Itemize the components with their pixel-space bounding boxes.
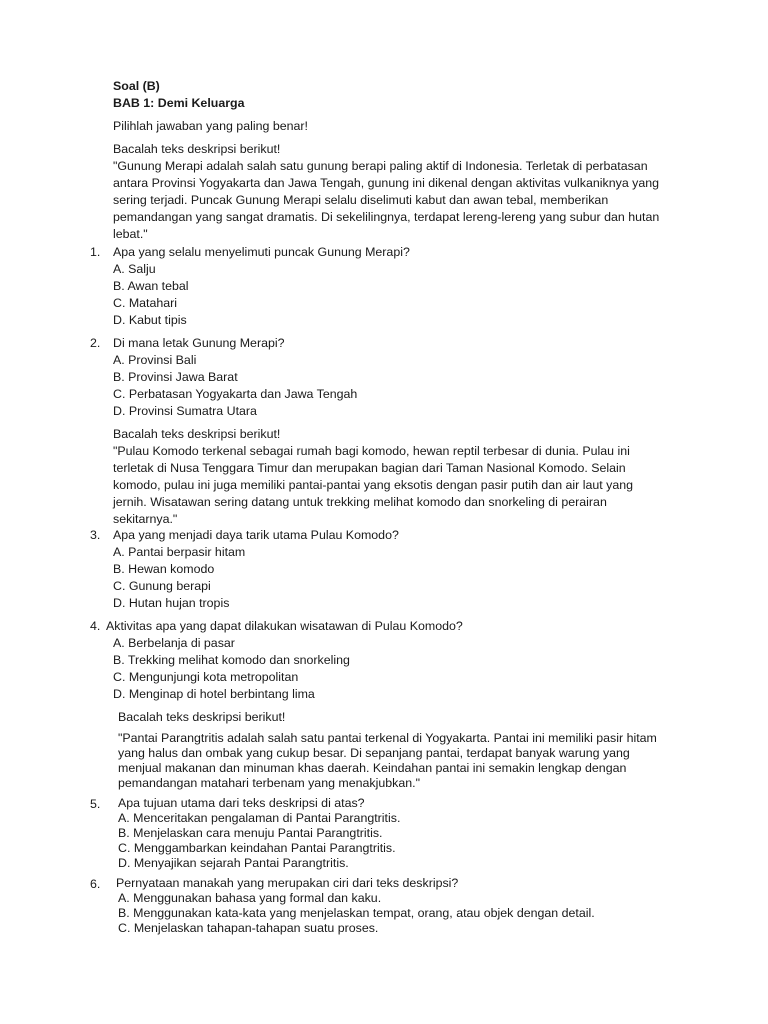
answer-option: A. Salju [113,262,156,276]
chapter-title: BAB 1: Demi Keluarga [113,96,245,110]
text3-intro: Bacalah teks deskripsi berikut! [118,710,286,724]
question-5 [118,796,400,871]
text2-line: sekitarnya." [113,512,178,526]
question-number: 4. [90,619,101,633]
question-number: 6. [90,877,101,891]
answer-option: B. Trekking melihat komodo dan snorkeling [113,653,350,667]
text3-line: menjual makanan dan minuman khas daerah. Keindahan pantai ini semakin lengkap dengan [118,761,627,775]
answer-option: A. Menceritakan pengalaman di Pantai Parangtritis. [118,811,401,825]
answer-option: B. Hewan komodo [113,562,215,576]
answer-option: A. Menggunakan bahasa yang formal dan kaku. [118,891,382,905]
answer-option: D. Menyajikan sejarah Pantai Parangtritis. [118,856,349,870]
answer-option: C. Menjelaskan tahapan-tahapan suatu proses. [118,921,379,935]
answer-option: C. Matahari [113,296,178,310]
text1-intro: Bacalah teks deskripsi berikut! [113,142,281,156]
header [113,78,659,243]
answer-option: A. Pantai berpasir hitam [113,545,246,559]
answer-option: B. Menjelaskan cara menuju Pantai Parangtritis. [118,826,383,840]
text3 [118,731,657,791]
text3-line: pemandangan matahari terbenam yang menakjubkan." [118,776,420,790]
instruction: Pilihlah jawaban yang paling benar! [113,119,308,133]
question-text: Apa yang selalu menyelimuti puncak Gunung Merapi? [113,245,410,259]
answer-option: B. Awan tebal [113,279,189,293]
question-number: 1. [90,245,101,259]
answer-option: D. Menginap di hotel berbintang lima [113,687,315,701]
answer-option: B. Menggunakan kata-kata yang menjelaskan tempat, orang, atau objek dengan detail. [118,906,595,920]
question-text: Aktivitas apa yang dapat dilakukan wisatawan di Pulau Komodo? [106,619,463,633]
text3-intro-block [118,709,285,726]
answer-option: D. Provinsi Sumatra Utara [113,404,257,418]
text2-line: terletak di Nusa Tenggara Timur dan merupakan bagian dari Taman Nasional Komodo. Selain [113,461,626,475]
text2-intro: Bacalah teks deskripsi berikut! [113,427,281,441]
question-number: 5. [90,797,101,811]
question-6-stem [116,876,458,891]
question-number: 3. [90,528,101,542]
question-6-options [118,891,595,936]
question-2 [113,335,357,420]
text2-line: "Pulau Komodo terkenal sebagai rumah bagi komodo, hewan reptil terbesar di dunia. Pulau ini [113,444,630,458]
text2 [113,426,633,528]
answer-option: C. Mengunjungi kota metropolitan [113,670,299,684]
answer-option: D. Hutan hujan tropis [113,596,230,610]
question-1 [113,244,410,329]
answer-option: A. Berbelanja di pasar [113,636,235,650]
question-4-options [113,635,350,703]
text3-line: yang halus dan ombak yang cukup besar. Di sepanjang pantai, terdapat banyak warung yang [118,746,630,760]
question-4-stem [106,618,463,635]
answer-option: A. Provinsi Bali [113,353,197,367]
text1-line: sering terjadi. Puncak Gunung Merapi selalu diselimuti kabut dan awan tebal, memberikan [113,193,609,207]
text3-line: "Pantai Parangtritis adalah salah satu pantai terkenal di Yogyakarta. Pantai ini memiliki pasir hitam [118,731,657,745]
answer-option: D. Kabut tipis [113,313,187,327]
answer-option: C. Gunung berapi [113,579,211,593]
text1-line: lebat." [113,227,148,241]
text1-line: pemandangan yang sangat dramatis. Di sekelilingnya, terdapat lereng-lereng yang subur dan hutan [113,210,660,224]
answer-option: B. Provinsi Jawa Barat [113,370,238,384]
soal-label: Soal (B) [113,79,160,93]
question-number: 2. [90,336,101,350]
question-text: Di mana letak Gunung Merapi? [113,336,285,350]
answer-option: C. Perbatasan Yogyakarta dan Jawa Tengah [113,387,358,401]
answer-option: C. Menggambarkan keindahan Pantai Parangtritis. [118,841,396,855]
question-text: Apa yang menjadi daya tarik utama Pulau Komodo? [113,528,399,542]
text2-line: komodo, pulau ini juga memiliki pantai-pantai yang eksotis dengan pasir putih dan air laut yang [113,478,634,492]
question-text: Pernyataan manakah yang merupakan ciri dari teks deskripsi? [116,876,459,890]
question-text: Apa tujuan utama dari teks deskripsi di atas? [118,796,365,810]
text1-line: antara Provinsi Yogyakarta dan Jawa Tengah, gunung ini dikenal dengan aktivitas vulkaniknya yang [113,176,660,190]
question-3 [113,527,399,612]
text1-line: "Gunung Merapi adalah salah satu gunung berapi paling aktif di Indonesia. Terletak di perbatasan [113,159,648,173]
text2-line: jernih. Wisatawan sering datang untuk trekking melihat komodo dan snorkeling di perairan [113,495,607,509]
